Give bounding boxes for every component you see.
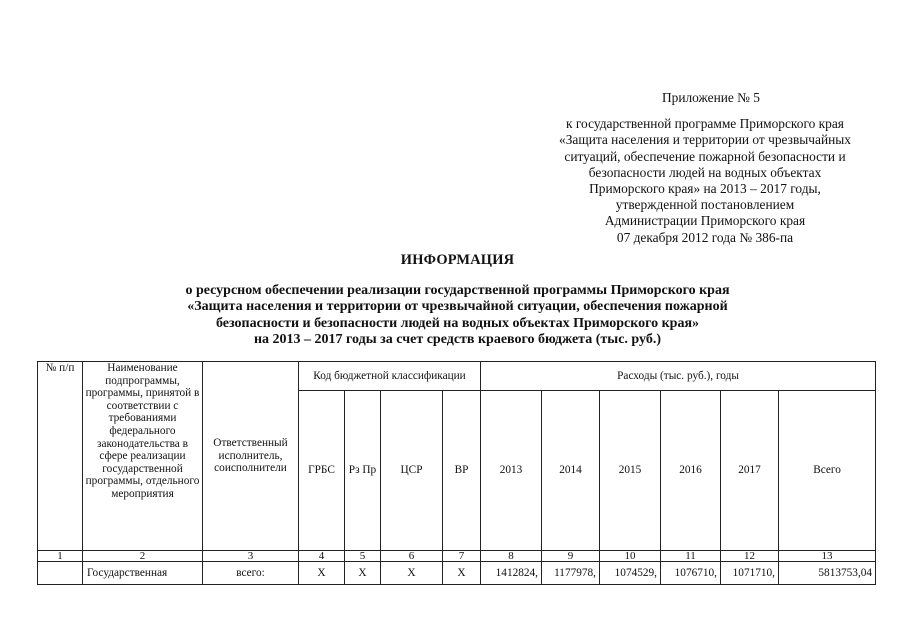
- header-budget-code: Код бюджетной классификации: [299, 362, 481, 391]
- appendix-line: «Защита населения и территории от чрезвычайных: [559, 132, 851, 148]
- appendix-line: Администрации Приморского края: [604, 213, 806, 229]
- column-number: 5: [345, 551, 381, 562]
- cell-executor: всего:: [203, 562, 299, 585]
- cell-year-2013: 1412824,: [481, 562, 542, 585]
- cell-year-2014: 1177978,: [542, 562, 600, 585]
- cell-vr: X: [443, 562, 481, 585]
- cell-year-2017: 1071710,: [721, 562, 779, 585]
- header-expenses: Расходы (тыс. руб.), годы: [481, 362, 876, 391]
- header-vr: ВР: [443, 391, 481, 551]
- column-number-row: [38, 551, 876, 562]
- column-number: 11: [661, 551, 721, 562]
- column-number: 8: [481, 551, 542, 562]
- header-executor: Ответственный исполнитель, соисполнители: [203, 362, 299, 551]
- appendix-line: безопасности людей на водных объектах: [588, 164, 822, 180]
- resource-table: [37, 361, 876, 585]
- appendix-line: ситуаций, обеспечение пожарной безопасности и: [564, 148, 846, 164]
- column-number: 9: [542, 551, 600, 562]
- document-title: ИНФОРМАЦИЯ: [400, 252, 515, 268]
- appendix-line: Приморского края» на 2013 – 2017 годы,: [589, 181, 821, 197]
- column-number: 3: [203, 551, 299, 562]
- column-number: 2: [83, 551, 203, 562]
- cell-num: [38, 562, 83, 585]
- header-row: [38, 362, 876, 391]
- cell-name: Государственная: [83, 562, 203, 585]
- appendix-line: 07 декабря 2012 года № 386-па: [616, 229, 794, 245]
- cell-rzpr: X: [345, 562, 381, 585]
- cell-year-2015: 1074529,: [600, 562, 661, 585]
- heading-line: безопасности и безопасности людей на водных объектах Приморского края»: [215, 315, 700, 331]
- column-number: 12: [721, 551, 779, 562]
- column-number: 1: [38, 551, 83, 562]
- header-rzpr: Рз Пр: [345, 391, 381, 551]
- header-year-2017: 2017: [721, 391, 779, 551]
- table-row: [38, 562, 876, 585]
- column-number: 13: [779, 551, 876, 562]
- column-number: 6: [381, 551, 443, 562]
- header-year-2016: 2016: [661, 391, 721, 551]
- header-total: Всего: [779, 391, 876, 551]
- header-name: Наименование подпрограммы, программы, принятой в соответствии с требованиями федерального законодательства в сфере реализации государственной программы, отдельного мероприятия: [83, 362, 203, 551]
- heading-line: о ресурсном обеспечении реализации государственной программы Приморского края: [185, 282, 730, 298]
- cell-csr: X: [381, 562, 443, 585]
- cell-year-2016: 1076710,: [661, 562, 721, 585]
- appendix-line: утвержденной постановлением: [615, 197, 795, 213]
- cell-grbs: X: [299, 562, 345, 585]
- header-year-2013: 2013: [481, 391, 542, 551]
- header-num: № п/п: [38, 362, 83, 551]
- header-csr: ЦСР: [381, 391, 443, 551]
- column-number: 7: [443, 551, 481, 562]
- header-grbs: ГРБС: [299, 391, 345, 551]
- header-year-2014: 2014: [542, 391, 600, 551]
- column-number: 10: [600, 551, 661, 562]
- appendix-title: Приложение № 5: [661, 90, 761, 105]
- appendix-block: [530, 90, 880, 246]
- appendix-line: к государственной программе Приморского края: [566, 116, 844, 132]
- heading-line: на 2013 – 2017 годы за счет средств краевого бюджета (тыс. руб.): [253, 332, 661, 347]
- column-number: 4: [299, 551, 345, 562]
- document-heading: [80, 252, 835, 349]
- heading-line: «Защита населения и территории от чрезвычайной ситуации, обеспечения пожарной: [187, 299, 728, 314]
- header-year-2015: 2015: [600, 391, 661, 551]
- cell-total: 5813753,04: [779, 562, 876, 585]
